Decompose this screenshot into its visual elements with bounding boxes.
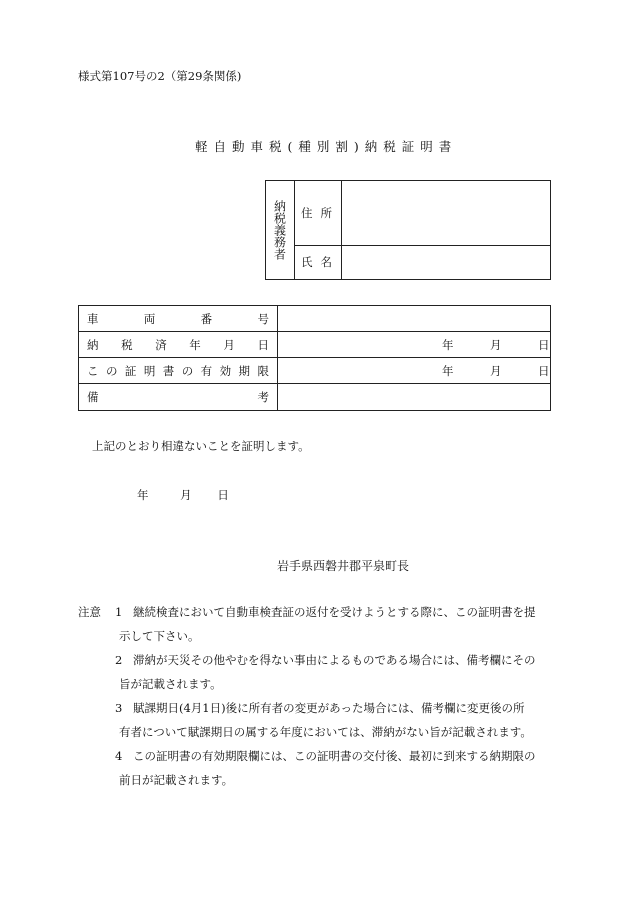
address-row (294, 181, 550, 246)
month-unit: 月 (490, 363, 502, 378)
remarks-row (79, 384, 550, 410)
document-title: 軽自動車税(種別割)納税証明書 (195, 139, 458, 154)
note-line: 示して下さい。 (119, 629, 200, 643)
month-unit: 月 (490, 337, 502, 352)
note-line: 旨が記載されます。 (119, 677, 222, 691)
tax-paid-date-field[interactable] (278, 332, 550, 357)
certification-statement: 上記のとおり相違ないことを証明します。 (92, 439, 310, 453)
note-line: 継続検査において自動車検査証の返付を受けようとする際に、この証明書を提 (133, 605, 536, 619)
form-number: 様式第107号の2（第29条関係) (78, 69, 242, 83)
taxpayer-vertical-label: 納税義務者 (266, 181, 295, 279)
note-number: 2 (115, 653, 123, 667)
address-field[interactable] (342, 181, 550, 245)
remarks-field[interactable] (278, 384, 550, 410)
day-unit: 日 (538, 363, 550, 378)
address-label: 住所 (294, 181, 342, 245)
date-year: 年 (137, 488, 149, 502)
note-line: 前日が記載されます。 (119, 773, 234, 787)
notes-heading: 注意 (78, 605, 101, 619)
year-unit: 年 (442, 337, 454, 352)
note-number: 4 (115, 749, 123, 763)
date-month: 月 (180, 488, 192, 502)
tax-paid-date-label: 納 税 済 年 月 日 (79, 332, 278, 357)
day-unit: 日 (538, 337, 550, 352)
note-line: 有者について賦課期日の属する年度においては、滞納がない旨が記載されます。 (119, 725, 532, 739)
date-day: 日 (217, 488, 229, 502)
validity-label: こ の 証 明 書 の 有 効 期 限 (79, 358, 278, 383)
name-field[interactable] (342, 245, 550, 279)
tax-paid-date-row (79, 332, 550, 358)
validity-row (79, 358, 550, 384)
name-label: 氏名 (294, 245, 342, 279)
note-line: 賦課期日(4月1日)後に所有者の変更があった場合には、備考欄に変更後の所 (133, 701, 525, 715)
name-row (294, 245, 550, 279)
vehicle-number-field[interactable] (278, 306, 550, 331)
note-line: この証明書の有効期限欄には、この証明書の交付後、最初に到来する納期限の (133, 749, 536, 763)
note-number: 3 (115, 701, 123, 715)
issuer-title: 岩手県西磐井郡平泉町長 (277, 559, 410, 573)
issue-date (137, 487, 229, 503)
vehicle-number-label: 車 両 番 号 (79, 306, 278, 331)
year-unit: 年 (442, 363, 454, 378)
note-number: 1 (115, 605, 123, 619)
vehicle-number-row (79, 306, 550, 332)
validity-field[interactable] (278, 358, 550, 383)
remarks-label: 備 考 (79, 384, 278, 410)
taxpayer-box (265, 180, 551, 280)
note-line: 滞納が天災その他やむを得ない事由によるものである場合には、備考欄にその (133, 653, 536, 667)
vehicle-table (78, 305, 551, 411)
